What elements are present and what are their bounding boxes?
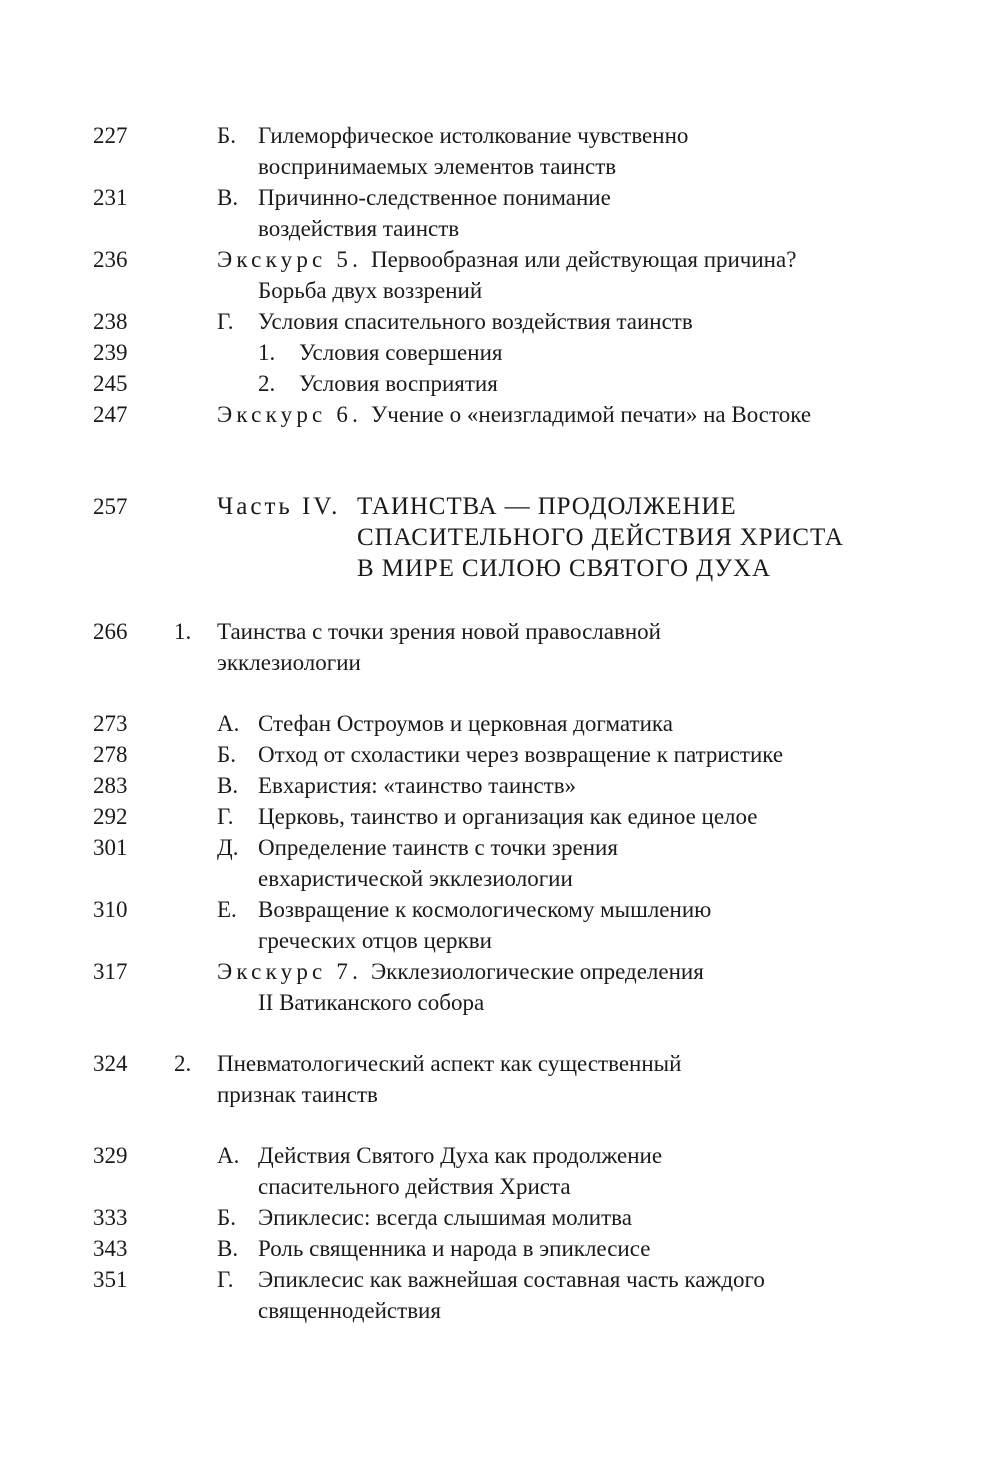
toc-entry <box>0 801 1000 832</box>
item-letter: Г. <box>217 804 234 829</box>
page-number: 329 <box>93 1143 128 1168</box>
toc-excursus <box>0 956 1000 987</box>
part-title-line: СПАСИТЕЛЬНОГО ДЕЙСТВИЯ ХРИСТА <box>357 524 844 551</box>
page-number: 343 <box>93 1236 128 1261</box>
page-number: 227 <box>93 123 128 148</box>
item-title: Возвращение к космологическому мышлению <box>258 897 712 922</box>
toc-entry-continuation <box>0 1171 1000 1202</box>
part-label: Часть IV. <box>217 493 341 520</box>
part-heading-continuation <box>0 522 1000 554</box>
item-letter: Б. <box>217 1205 236 1230</box>
toc-entry <box>0 708 1000 739</box>
toc-subentry <box>0 368 1000 399</box>
toc-entry <box>0 306 1000 337</box>
page-number: 245 <box>93 371 128 396</box>
part-title-line: В МИРЕ СИЛОЮ СВЯТОГО ДУХА <box>357 555 771 582</box>
item-title: Действия Святого Духа как продолжение <box>258 1143 663 1168</box>
toc-entry <box>0 770 1000 801</box>
excursus-title-cont: Борьба двух воззрений <box>258 278 483 303</box>
item-letter: А. <box>217 1143 240 1168</box>
page-number: 236 <box>93 247 128 272</box>
page-number: 231 <box>93 185 128 210</box>
toc-entry <box>0 1202 1000 1233</box>
toc-entry-continuation <box>0 925 1000 956</box>
excursus-label: Экскурс 7. <box>217 959 363 984</box>
item-title: Отход от схоластики через возвращение к патристике <box>258 742 784 767</box>
item-title: Стефан Остроумов и церковная догматика <box>258 711 673 736</box>
toc-subentry <box>0 337 1000 368</box>
part-heading-continuation <box>0 553 1000 585</box>
excursus-label: Экскурс 5. <box>217 247 363 272</box>
chapter-title: Пневматологический аспект как существенный <box>217 1051 682 1076</box>
chapter-heading <box>0 1048 1000 1079</box>
page-number: 239 <box>93 340 128 365</box>
toc-entry-continuation <box>0 863 1000 894</box>
item-letter: В. <box>217 773 239 798</box>
chapter-heading-continuation <box>0 647 1000 678</box>
item-title-cont: воздействия таинств <box>258 216 460 241</box>
item-letter: Б. <box>217 123 236 148</box>
part-title-line: ТАИНСТВА — ПРОДОЛЖЕНИЕ <box>357 493 737 520</box>
excursus-title: Первообразная или действующая причина? <box>371 247 797 272</box>
item-title: Эпиклесис: всегда слышимая молитва <box>258 1205 632 1230</box>
item-letter: В. <box>217 1236 239 1261</box>
toc-entry <box>0 1233 1000 1264</box>
toc-entry <box>0 1264 1000 1295</box>
item-letter: Д. <box>217 835 239 860</box>
page-number: 238 <box>93 309 128 334</box>
excursus-title-cont: II Ватиканского собора <box>258 990 485 1015</box>
excursus-title: Учение о «неизгладимой печати» на Востоке <box>371 402 812 427</box>
item-title: Эпиклесис как важнейшая составная часть каждого <box>258 1267 765 1292</box>
toc-entry-continuation <box>0 1295 1000 1326</box>
toc-entry <box>0 1140 1000 1171</box>
toc-entry <box>0 182 1000 213</box>
item-title: Причинно-следственное понимание <box>258 185 611 210</box>
part-heading <box>0 491 1000 523</box>
item-letter: В. <box>217 185 239 210</box>
page-number: 273 <box>93 711 128 736</box>
item-letter: А. <box>217 711 240 736</box>
item-title: Определение таинств с точки зрения <box>258 835 618 860</box>
excursus-label: Экскурс 6. <box>217 402 363 427</box>
toc-entry <box>0 120 1000 151</box>
page-number: 301 <box>93 835 128 860</box>
chapter-heading-continuation <box>0 1079 1000 1110</box>
toc-entry <box>0 739 1000 770</box>
toc-entry-continuation <box>0 213 1000 244</box>
page-number: 257 <box>93 494 128 519</box>
subitem-number: 2. <box>258 371 276 396</box>
page-number: 324 <box>93 1051 128 1076</box>
item-title-cont: священнодействия <box>258 1298 441 1323</box>
item-letter: Г. <box>217 309 234 334</box>
page-number: 292 <box>93 804 128 829</box>
chapter-title-cont: экклезиологии <box>217 650 361 675</box>
item-letter: Е. <box>217 897 237 922</box>
chapter-title-cont: признак таинств <box>217 1082 378 1107</box>
item-title: Церковь, таинство и организация как единое целое <box>258 804 758 829</box>
page-number: 351 <box>93 1267 128 1292</box>
subitem-title: Условия восприятия <box>299 371 498 396</box>
item-title-cont: греческих отцов церкви <box>258 928 492 953</box>
item-title: Роль священника и народа в эпиклесисе <box>258 1236 651 1261</box>
page-number: 333 <box>93 1205 128 1230</box>
toc-entry <box>0 832 1000 863</box>
item-letter: Г. <box>217 1267 234 1292</box>
item-letter: Б. <box>217 742 236 767</box>
chapter-heading <box>0 616 1000 647</box>
item-title-cont: евхаристической экклезиологии <box>258 866 573 891</box>
page-number: 266 <box>93 619 128 644</box>
subitem-title: Условия совершения <box>299 340 503 365</box>
item-title: Гилеморфическое истолкование чувственно <box>258 123 689 148</box>
toc-excursus <box>0 244 1000 275</box>
page-number: 283 <box>93 773 128 798</box>
toc-entry-continuation <box>0 275 1000 306</box>
toc-excursus <box>0 399 1000 430</box>
page-number: 310 <box>93 897 128 922</box>
item-title-cont: воспринимаемых элементов таинств <box>258 154 617 179</box>
toc-entry-continuation <box>0 151 1000 182</box>
item-title-cont: спасительного действия Христа <box>258 1174 571 1199</box>
excursus-title: Экклезиологические определения <box>371 959 704 984</box>
page-number: 317 <box>93 959 128 984</box>
chapter-title: Таинства с точки зрения новой православной <box>217 619 661 644</box>
page-number: 247 <box>93 402 128 427</box>
toc-entry-continuation <box>0 987 1000 1018</box>
subitem-number: 1. <box>258 340 276 365</box>
item-title: Условия спасительного воздействия таинств <box>258 309 693 334</box>
chapter-number: 1. <box>174 619 192 644</box>
chapter-number: 2. <box>174 1051 192 1076</box>
item-title: Евхаристия: «таинство таинств» <box>258 773 577 798</box>
toc-entry <box>0 894 1000 925</box>
page-number: 278 <box>93 742 128 767</box>
